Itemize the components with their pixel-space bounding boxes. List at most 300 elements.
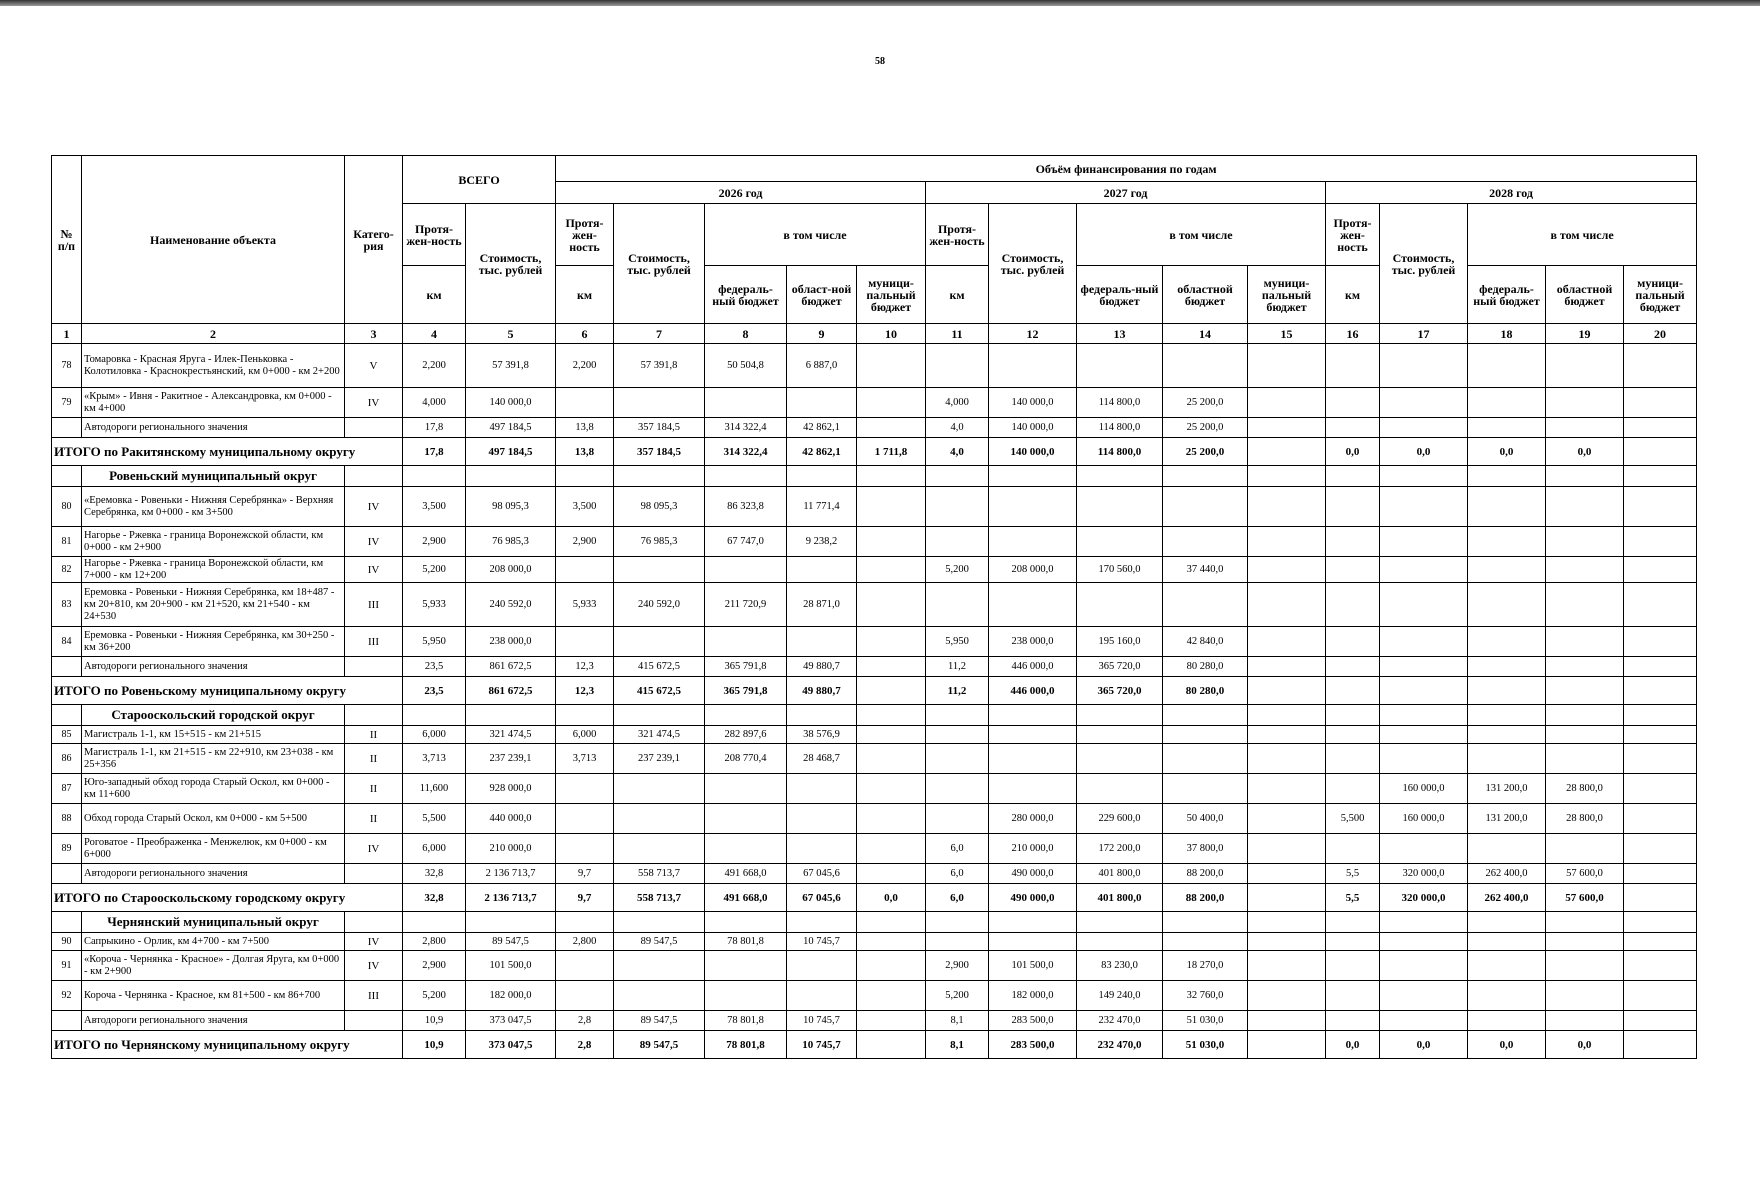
value-cell: 262 400,0 xyxy=(1468,884,1546,912)
value-cell: 4,0 xyxy=(926,418,989,438)
value-cell xyxy=(1380,834,1468,864)
value-cell xyxy=(1546,744,1624,774)
value-cell: 415 672,5 xyxy=(614,677,705,705)
value-cell xyxy=(1546,527,1624,557)
value-cell xyxy=(1077,933,1163,951)
empty-cell xyxy=(1248,466,1326,487)
header-federal: федераль-ный бюджет xyxy=(1077,266,1163,324)
value-cell: 2,900 xyxy=(403,527,466,557)
value-cell: 170 560,0 xyxy=(1077,557,1163,583)
value-cell: 101 500,0 xyxy=(466,951,556,981)
value-cell: 149 240,0 xyxy=(1077,981,1163,1011)
value-cell xyxy=(1248,951,1326,981)
value-cell xyxy=(787,834,857,864)
value-cell xyxy=(1248,527,1326,557)
value-cell xyxy=(1624,1031,1697,1059)
value-cell xyxy=(1248,774,1326,804)
value-cell xyxy=(926,583,989,627)
value-cell: 51 030,0 xyxy=(1163,1011,1248,1031)
column-number: 11 xyxy=(926,324,989,344)
empty-cell xyxy=(1163,705,1248,726)
value-cell xyxy=(1546,487,1624,527)
value-cell xyxy=(1380,557,1468,583)
value-cell: 88 200,0 xyxy=(1163,864,1248,884)
header-category: Катего-рия xyxy=(345,156,403,324)
value-cell: 114 800,0 xyxy=(1077,418,1163,438)
category: II xyxy=(345,774,403,804)
value-cell xyxy=(1624,864,1697,884)
value-cell xyxy=(787,627,857,657)
empty-cell xyxy=(52,657,82,677)
empty-cell xyxy=(52,912,82,933)
object-name: Обход города Старый Оскол, км 0+000 - км 5+500 xyxy=(82,804,345,834)
value-cell xyxy=(1546,1011,1624,1031)
value-cell xyxy=(1248,1011,1326,1031)
value-cell: 0,0 xyxy=(857,884,926,912)
column-number: 12 xyxy=(989,324,1077,344)
value-cell: 9,7 xyxy=(556,864,614,884)
empty-cell xyxy=(926,912,989,933)
empty-cell xyxy=(1248,912,1326,933)
value-cell xyxy=(1624,344,1697,388)
value-cell xyxy=(857,834,926,864)
value-cell xyxy=(1248,884,1326,912)
value-cell xyxy=(1468,344,1546,388)
subtotal-row xyxy=(52,864,1697,884)
value-cell: 89 547,5 xyxy=(614,933,705,951)
value-cell: 280 000,0 xyxy=(989,804,1077,834)
column-number: 10 xyxy=(857,324,926,344)
value-cell xyxy=(1326,418,1380,438)
empty-cell xyxy=(1326,705,1380,726)
value-cell: 5,950 xyxy=(926,627,989,657)
value-cell xyxy=(1380,388,1468,418)
value-cell xyxy=(1624,527,1697,557)
empty-cell xyxy=(989,912,1077,933)
value-cell xyxy=(1624,1011,1697,1031)
value-cell: 3,500 xyxy=(403,487,466,527)
value-cell: 172 200,0 xyxy=(1077,834,1163,864)
value-cell xyxy=(1077,527,1163,557)
value-cell xyxy=(787,981,857,1011)
value-cell xyxy=(1380,981,1468,1011)
value-cell xyxy=(1380,1011,1468,1031)
header-year-2028: 2028 год xyxy=(1326,182,1697,204)
value-cell: 49 880,7 xyxy=(787,677,857,705)
value-cell xyxy=(614,627,705,657)
table-row xyxy=(52,557,1697,583)
value-cell: 78 801,8 xyxy=(705,1011,787,1031)
value-cell: 210 000,0 xyxy=(466,834,556,864)
column-numbers-row xyxy=(52,324,1697,344)
value-cell: 2,800 xyxy=(556,933,614,951)
value-cell xyxy=(1326,583,1380,627)
empty-cell xyxy=(926,466,989,487)
value-cell: 5,200 xyxy=(403,981,466,1011)
value-cell xyxy=(1163,774,1248,804)
value-cell: 160 000,0 xyxy=(1380,774,1468,804)
value-cell xyxy=(1624,834,1697,864)
value-cell xyxy=(1326,388,1380,418)
table-row xyxy=(52,774,1697,804)
value-cell xyxy=(705,388,787,418)
value-cell: 6,0 xyxy=(926,884,989,912)
value-cell xyxy=(1163,933,1248,951)
value-cell: 2,900 xyxy=(926,951,989,981)
column-number: 5 xyxy=(466,324,556,344)
value-cell xyxy=(1468,418,1546,438)
total-label: ИТОГО по Ракитянскому муниципальному округу xyxy=(52,438,403,466)
value-cell xyxy=(1380,677,1468,705)
object-name: Короча - Чернянка - Красное, км 81+500 - км 86+700 xyxy=(82,981,345,1011)
value-cell xyxy=(1380,657,1468,677)
value-cell: 8,1 xyxy=(926,1011,989,1031)
value-cell xyxy=(989,726,1077,744)
value-cell: 0,0 xyxy=(1468,438,1546,466)
value-cell: 32,8 xyxy=(403,884,466,912)
value-cell xyxy=(1163,726,1248,744)
value-cell: 2,200 xyxy=(403,344,466,388)
value-cell: 321 474,5 xyxy=(614,726,705,744)
value-cell: 28 871,0 xyxy=(787,583,857,627)
value-cell: 32,8 xyxy=(403,864,466,884)
value-cell: 25 200,0 xyxy=(1163,418,1248,438)
value-cell xyxy=(1624,388,1697,418)
value-cell: 0,0 xyxy=(1546,438,1624,466)
value-cell xyxy=(857,557,926,583)
value-cell: 140 000,0 xyxy=(989,438,1077,466)
value-cell: 373 047,5 xyxy=(466,1031,556,1059)
value-cell xyxy=(556,804,614,834)
value-cell: 86 323,8 xyxy=(705,487,787,527)
empty-cell xyxy=(1546,466,1624,487)
column-number: 14 xyxy=(1163,324,1248,344)
header-cost-2028: Стоимость, тыс. рублей xyxy=(1380,204,1468,324)
row-number: 90 xyxy=(52,933,82,951)
value-cell: 0,0 xyxy=(1468,1031,1546,1059)
value-cell xyxy=(1624,627,1697,657)
value-cell: 240 592,0 xyxy=(466,583,556,627)
category: II xyxy=(345,804,403,834)
value-cell: 80 280,0 xyxy=(1163,677,1248,705)
value-cell: 10,9 xyxy=(403,1031,466,1059)
value-cell: 28 800,0 xyxy=(1546,774,1624,804)
empty-cell xyxy=(345,705,403,726)
value-cell xyxy=(926,804,989,834)
value-cell xyxy=(1248,744,1326,774)
value-cell: 490 000,0 xyxy=(989,884,1077,912)
value-cell: 0,0 xyxy=(1326,1031,1380,1059)
value-cell xyxy=(1326,951,1380,981)
category: II xyxy=(345,744,403,774)
value-cell xyxy=(1248,487,1326,527)
row-number: 92 xyxy=(52,981,82,1011)
value-cell xyxy=(1624,726,1697,744)
value-cell xyxy=(1624,804,1697,834)
value-cell: 49 880,7 xyxy=(787,657,857,677)
value-cell xyxy=(1380,487,1468,527)
value-cell: 57 391,8 xyxy=(466,344,556,388)
empty-cell xyxy=(556,705,614,726)
value-cell: 10 745,7 xyxy=(787,933,857,951)
section-row xyxy=(52,466,1697,487)
value-cell: 57 600,0 xyxy=(1546,864,1624,884)
value-cell: 42 862,1 xyxy=(787,418,857,438)
value-cell xyxy=(1163,583,1248,627)
value-cell xyxy=(1248,834,1326,864)
empty-cell xyxy=(1163,466,1248,487)
value-cell: 28 468,7 xyxy=(787,744,857,774)
value-cell xyxy=(1380,344,1468,388)
value-cell: 440 000,0 xyxy=(466,804,556,834)
table-row xyxy=(52,951,1697,981)
value-cell: 23,5 xyxy=(403,677,466,705)
empty-cell xyxy=(52,1011,82,1031)
value-cell: 446 000,0 xyxy=(989,657,1077,677)
value-cell: 89 547,5 xyxy=(614,1011,705,1031)
empty-cell xyxy=(1326,912,1380,933)
value-cell xyxy=(705,834,787,864)
table-row xyxy=(52,527,1697,557)
value-cell: 51 030,0 xyxy=(1163,1031,1248,1059)
value-cell: 114 800,0 xyxy=(1077,388,1163,418)
empty-cell xyxy=(926,705,989,726)
value-cell: 5,933 xyxy=(403,583,466,627)
value-cell: 25 200,0 xyxy=(1163,438,1248,466)
empty-cell xyxy=(345,912,403,933)
value-cell: 237 239,1 xyxy=(614,744,705,774)
value-cell: 11 771,4 xyxy=(787,487,857,527)
value-cell xyxy=(989,774,1077,804)
object-name: Сапрыкино - Орлик, км 4+700 - км 7+500 xyxy=(82,933,345,951)
value-cell xyxy=(1468,834,1546,864)
header-municipal: муници-пальный бюджет xyxy=(857,266,926,324)
value-cell: 13,8 xyxy=(556,438,614,466)
value-cell xyxy=(857,418,926,438)
empty-cell xyxy=(52,418,82,438)
value-cell xyxy=(1248,344,1326,388)
row-number: 88 xyxy=(52,804,82,834)
header-including-2027: в том числе xyxy=(1077,204,1326,266)
value-cell xyxy=(857,864,926,884)
value-cell: 491 668,0 xyxy=(705,884,787,912)
value-cell xyxy=(1163,744,1248,774)
value-cell: 2,800 xyxy=(403,933,466,951)
value-cell xyxy=(1077,583,1163,627)
header-length-2028: Протя-жен-ность xyxy=(1326,204,1380,266)
value-cell: 10 745,7 xyxy=(787,1031,857,1059)
value-cell: 89 547,5 xyxy=(466,933,556,951)
value-cell: 232 470,0 xyxy=(1077,1031,1163,1059)
value-cell xyxy=(1326,1011,1380,1031)
value-cell: 182 000,0 xyxy=(989,981,1077,1011)
value-cell: 283 500,0 xyxy=(989,1011,1077,1031)
value-cell xyxy=(857,1031,926,1059)
value-cell xyxy=(1077,744,1163,774)
header-regional: област-ной бюджет xyxy=(787,266,857,324)
value-cell xyxy=(1380,527,1468,557)
value-cell xyxy=(614,834,705,864)
object-name: Юго-западный обход города Старый Оскол, км 0+000 - км 11+600 xyxy=(82,774,345,804)
header-federal: федераль-ный бюджет xyxy=(705,266,787,324)
value-cell xyxy=(1326,744,1380,774)
column-number: 19 xyxy=(1546,324,1624,344)
value-cell xyxy=(1380,418,1468,438)
column-number: 9 xyxy=(787,324,857,344)
row-number: 89 xyxy=(52,834,82,864)
value-cell xyxy=(614,804,705,834)
table-row xyxy=(52,583,1697,627)
empty-cell xyxy=(345,466,403,487)
page-number: 58 xyxy=(875,56,885,67)
value-cell: 5,5 xyxy=(1326,864,1380,884)
empty-cell xyxy=(1380,466,1468,487)
header-length-2026: Протя-жен-ность xyxy=(556,204,614,266)
value-cell: 6,0 xyxy=(926,834,989,864)
value-cell: 208 000,0 xyxy=(466,557,556,583)
value-cell xyxy=(1624,981,1697,1011)
table-row xyxy=(52,726,1697,744)
total-row xyxy=(52,438,1697,466)
value-cell xyxy=(1326,344,1380,388)
value-cell: 37 800,0 xyxy=(1163,834,1248,864)
empty-cell xyxy=(705,705,787,726)
value-cell: 101 500,0 xyxy=(989,951,1077,981)
column-number: 4 xyxy=(403,324,466,344)
value-cell xyxy=(556,834,614,864)
value-cell: 5,500 xyxy=(1326,804,1380,834)
value-cell: 50 400,0 xyxy=(1163,804,1248,834)
object-name: Роговатое - Преображенка - Менжелюк, км 0+000 - км 6+000 xyxy=(82,834,345,864)
column-number: 20 xyxy=(1624,324,1697,344)
empty-cell xyxy=(857,912,926,933)
object-name: «Еремовка - Ровеньки - Нижняя Серебрянка» - Верхняя Серебрянка, км 0+000 - км 3+500 xyxy=(82,487,345,527)
value-cell: 357 184,5 xyxy=(614,438,705,466)
value-cell: 2 136 713,7 xyxy=(466,884,556,912)
empty-cell xyxy=(52,466,82,487)
empty-cell xyxy=(556,466,614,487)
value-cell: 9 238,2 xyxy=(787,527,857,557)
value-cell: 357 184,5 xyxy=(614,418,705,438)
value-cell xyxy=(857,627,926,657)
value-cell: 131 200,0 xyxy=(1468,774,1546,804)
value-cell xyxy=(614,981,705,1011)
value-cell xyxy=(1380,726,1468,744)
value-cell xyxy=(787,804,857,834)
empty-cell xyxy=(989,466,1077,487)
value-cell: 401 800,0 xyxy=(1077,864,1163,884)
value-cell xyxy=(1624,487,1697,527)
value-cell: 89 547,5 xyxy=(614,1031,705,1059)
value-cell xyxy=(1163,487,1248,527)
category: IV xyxy=(345,933,403,951)
value-cell xyxy=(1380,933,1468,951)
header-including-2026: в том числе xyxy=(705,204,926,266)
empty-cell xyxy=(52,705,82,726)
column-number: 15 xyxy=(1248,324,1326,344)
value-cell: 320 000,0 xyxy=(1380,884,1468,912)
value-cell: 38 576,9 xyxy=(787,726,857,744)
value-cell: 10 745,7 xyxy=(787,1011,857,1031)
value-cell: 42 840,0 xyxy=(1163,627,1248,657)
header-total: ВСЕГО xyxy=(403,156,556,204)
value-cell xyxy=(1468,726,1546,744)
value-cell: 182 000,0 xyxy=(466,981,556,1011)
value-cell: 160 000,0 xyxy=(1380,804,1468,834)
value-cell: 365 720,0 xyxy=(1077,677,1163,705)
value-cell xyxy=(1077,726,1163,744)
value-cell xyxy=(1326,657,1380,677)
value-cell: 32 760,0 xyxy=(1163,981,1248,1011)
value-cell xyxy=(1546,981,1624,1011)
empty-cell xyxy=(705,912,787,933)
value-cell xyxy=(1546,834,1624,864)
empty-cell xyxy=(1468,705,1546,726)
value-cell xyxy=(1546,557,1624,583)
header-regional: областной бюджет xyxy=(1546,266,1624,324)
column-number: 1 xyxy=(52,324,82,344)
value-cell: 17,8 xyxy=(403,438,466,466)
value-cell: 861 672,5 xyxy=(466,677,556,705)
value-cell xyxy=(989,583,1077,627)
value-cell: 28 800,0 xyxy=(1546,804,1624,834)
empty-cell xyxy=(989,705,1077,726)
value-cell xyxy=(926,774,989,804)
value-cell xyxy=(857,388,926,418)
value-cell xyxy=(556,981,614,1011)
value-cell xyxy=(1468,981,1546,1011)
empty-cell xyxy=(614,466,705,487)
value-cell xyxy=(1468,627,1546,657)
value-cell xyxy=(926,933,989,951)
header-length-2027: Протя-жен-ность xyxy=(926,204,989,266)
value-cell: 11,2 xyxy=(926,657,989,677)
header-km: км xyxy=(556,266,614,324)
empty-cell xyxy=(1326,466,1380,487)
value-cell xyxy=(1468,487,1546,527)
value-cell xyxy=(1380,583,1468,627)
value-cell xyxy=(1624,583,1697,627)
total-label: ИТОГО по Ровеньскому муниципальному округу xyxy=(52,677,403,705)
empty-cell xyxy=(403,466,466,487)
value-cell: 497 184,5 xyxy=(466,418,556,438)
value-cell xyxy=(1624,557,1697,583)
total-row xyxy=(52,677,1697,705)
value-cell xyxy=(1077,774,1163,804)
section-row xyxy=(52,705,1697,726)
value-cell: 5,200 xyxy=(926,981,989,1011)
value-cell xyxy=(857,487,926,527)
value-cell xyxy=(1468,583,1546,627)
column-number: 17 xyxy=(1380,324,1468,344)
column-number: 16 xyxy=(1326,324,1380,344)
value-cell xyxy=(1248,418,1326,438)
value-cell: 491 668,0 xyxy=(705,864,787,884)
empty-cell xyxy=(345,864,403,884)
value-cell xyxy=(926,744,989,774)
row-number: 78 xyxy=(52,344,82,388)
empty-cell xyxy=(345,418,403,438)
value-cell xyxy=(556,951,614,981)
value-cell xyxy=(857,344,926,388)
value-cell: 67 747,0 xyxy=(705,527,787,557)
value-cell: 78 801,8 xyxy=(705,933,787,951)
value-cell: 0,0 xyxy=(1326,438,1380,466)
value-cell: 3,713 xyxy=(556,744,614,774)
row-number: 86 xyxy=(52,744,82,774)
value-cell: 11,2 xyxy=(926,677,989,705)
value-cell: 67 045,6 xyxy=(787,864,857,884)
